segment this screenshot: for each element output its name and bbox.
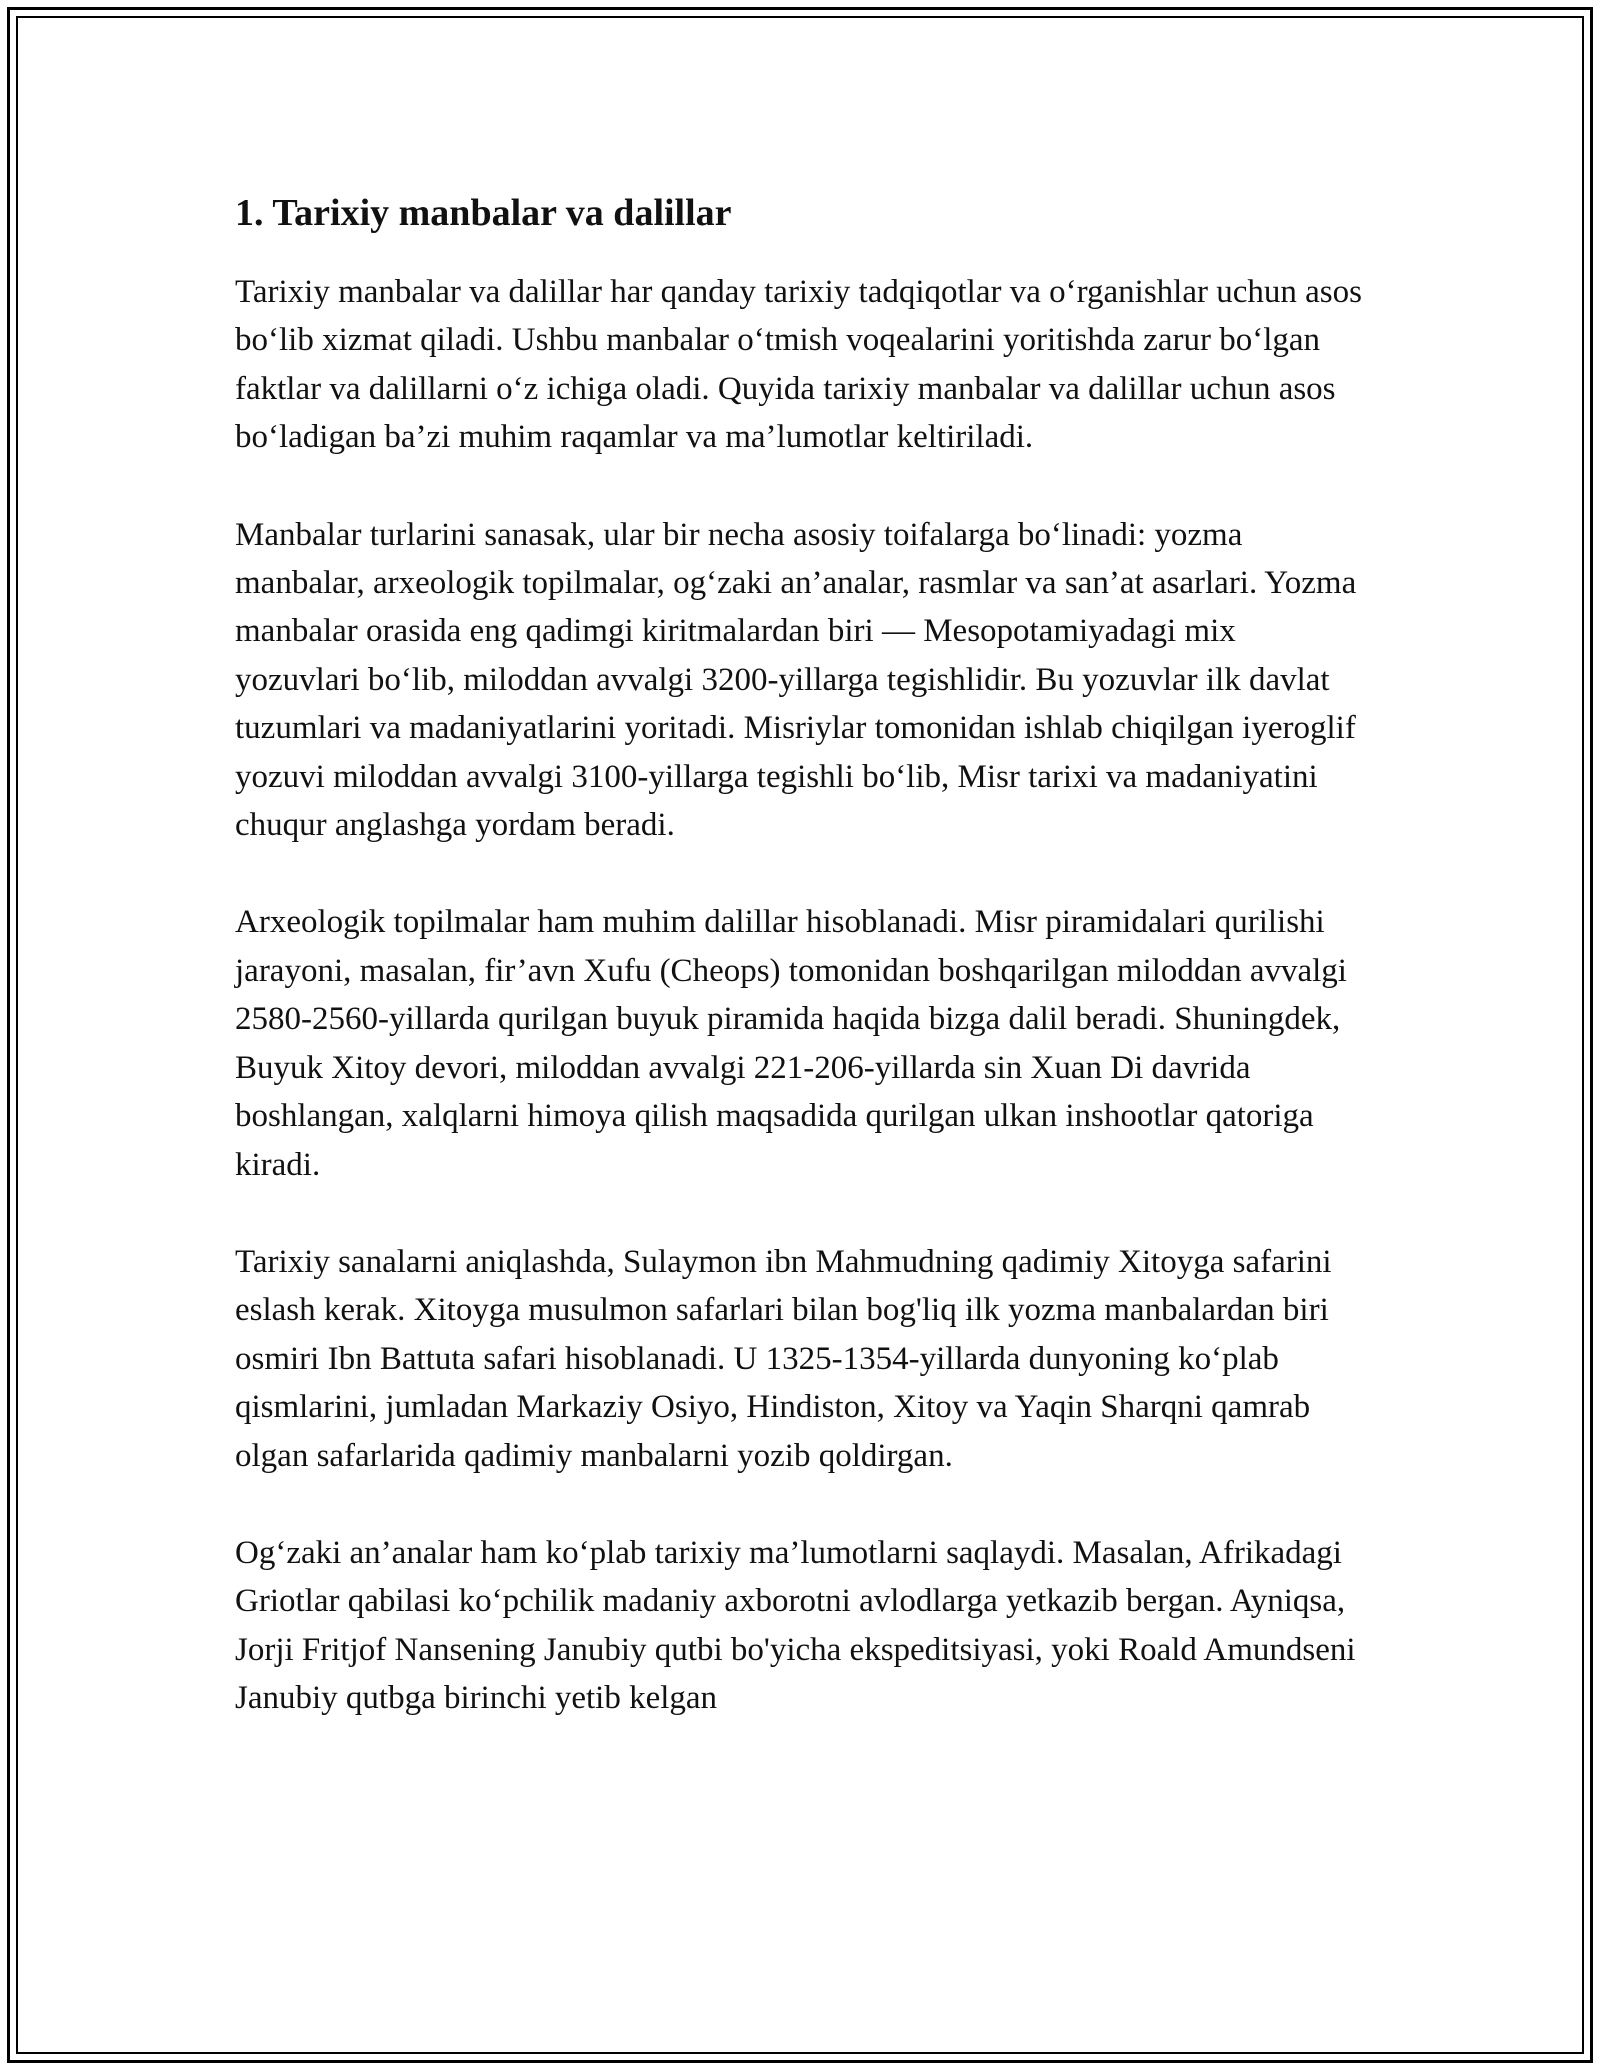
paragraph-source-types: Manbalar turlarini sanasak, ular bir necha asosiy toifalarga bo‘linadi: yozma manbalar, arxeologik topilmalar, og‘zaki an’analar, rasmlar va san’at asarlari. Yozma manbalar orasida eng qadimgi kiritmalardan biri — Mesopotamiyadagi mix yozuvlari bo‘lib, miloddan avvalgi 3200-yillarga tegishlidir. Bu yozuvlar ilk davlat tuzumlari va madaniyatlarini yoritadi. Misriylar tomonidan ishlab chiqilgan iyeroglif yozuvi miloddan avvalgi 3100-yillarga tegishli bo‘lib, Misr tarixi va madaniyatini chuqur anglashga yordam beradi. [235, 516, 1357, 844]
paragraph-intro: Tarixiy manbalar va dalillar har qanday tarixiy tadqiqotlar va o‘rganishlar uchun asos bo‘lib xizmat qiladi. Ushbu manbalar o‘tmish voqealarini yoritishda zarur bo‘lgan faktlar va dalillarni o‘z ichiga oladi. Quyida tarixiy manbalar va dalillar uchun asos bo‘ladigan ba’zi muhim raqamlar va ma’lumotlar keltiriladi. [235, 274, 1362, 456]
paragraph-oral-traditions: Og‘zaki an’analar ham ko‘plab tarixiy ma’lumotlarni saqlaydi. Masalan, Afrikadagi Griotlar qabilasi ko‘pchilik madaniy axborotni avlodlarga yetkazib bergan. Ayniqsa, Jorji Fritjof Nansening Janubiy qutbi bo'yicha ekspeditsiyasi, yoki Roald Amundseni Janubiy qutbga birinchi yetib kelgan [235, 1534, 1356, 1717]
paragraph-historical-dates: Tarixiy sanalarni aniqlashda, Sulaymon ibn Mahmudning qadimiy Xitoyga safarini eslash kerak. Xitoyga musulmon safarlari bilan bog'liq ilk yozma manbalardan biri osmiri Ibn Battuta safari hisoblanadi. U 1325-1354-yillarda dunyoning ko‘plab qismlarini, jumladan Markaziy Osiyo, Hindiston, Xitoy va Yaqin Sharqni qamrab olgan safarlarida qadimiy manbalarni yozib qoldirgan. [235, 1243, 1332, 1474]
section-heading: 1. Tarixiy manbalar va dalillar [235, 192, 732, 234]
document-body [235, 188, 1365, 1772]
paragraph-archaeology: Arxeologik topilmalar ham muhim dalillar hisoblanadi. Misr piramidalari qurilishi jarayoni, masalan, fir’avn Xufu (Cheops) tomonidan boshqarilgan miloddan avvalgi 2580-2560-yillarda qurilgan buyuk piramida haqida bizga dalil beradi. Shuningdek, Buyuk Xitoy devori, miloddan avvalgi 221-206-yillarda sin Xuan Di davrida boshlangan, xalqlarni himoya qilish maqsadida qurilgan ulkan inshootlar qatoriga kiradi. [235, 904, 1347, 1183]
